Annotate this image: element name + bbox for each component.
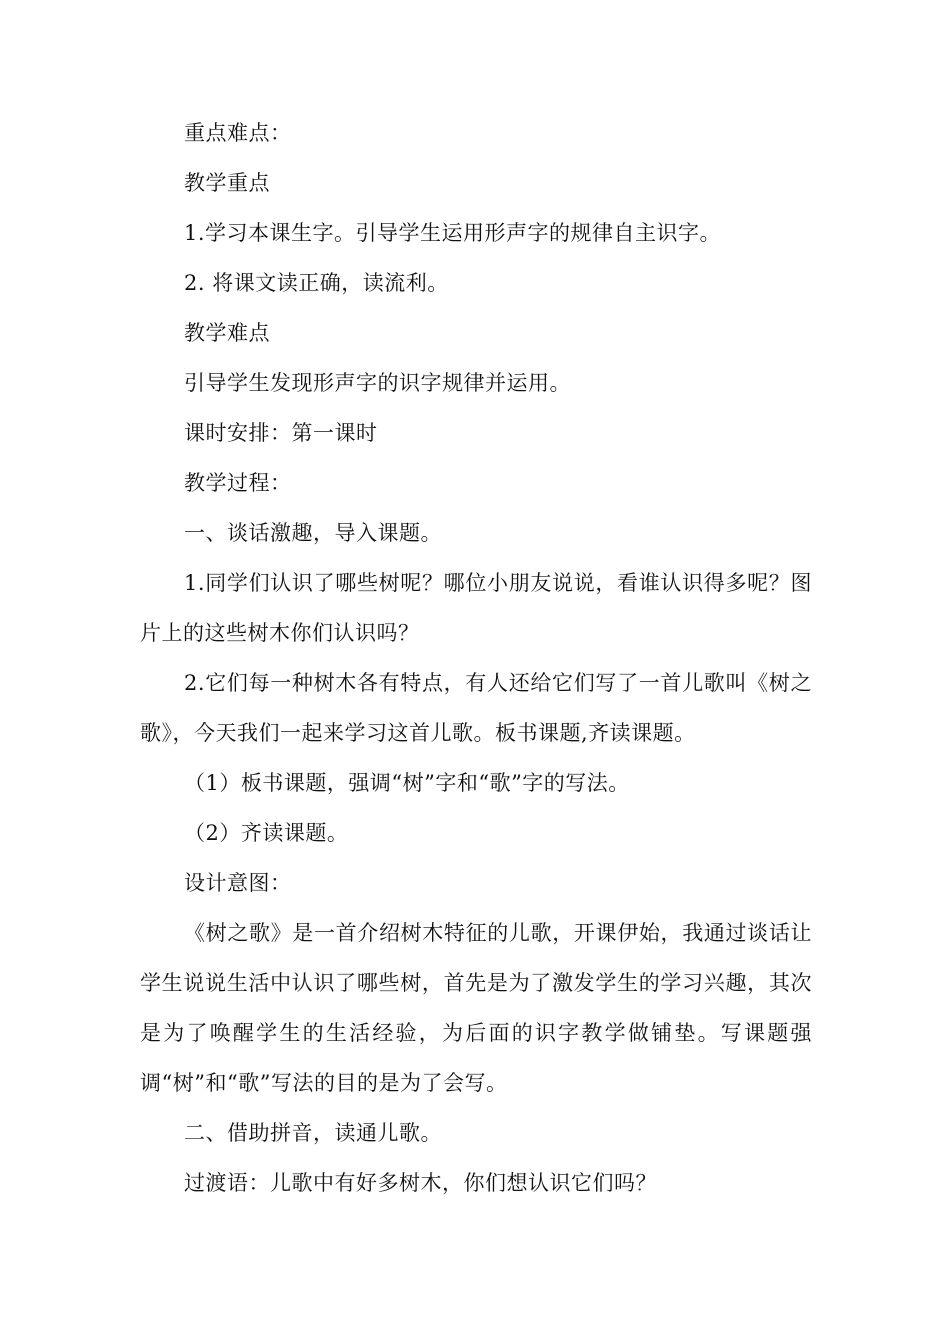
section-1-title: 一、谈话激趣，导入课题。 xyxy=(184,521,442,545)
design-intent-text: 《树之歌》是一首介绍树木特征的儿歌，开课伊始，我通过谈话让学生说说生活中认识了哪些树，首先是为了激发学生的学习兴趣，其次是为了唤醒学生的生活经验，为后面的识字教学做铺垫。写课题强调“树”和“歌”写法的目的是为了会写。 xyxy=(140,921,812,1095)
focus-item-1: 1.学习本课生字。引导学生运用形声字的规律自主识字。 xyxy=(184,221,722,245)
design-intent-label: 设计意图： xyxy=(184,871,292,895)
heading-key-points: 重点难点： xyxy=(184,121,292,145)
difficulty-text: 引导学生发现形声字的识字规律并运用。 xyxy=(184,371,571,395)
focus-item-2: 2. 将课文读正确，读流利。 xyxy=(184,271,449,295)
subheading-teaching-focus: 教学重点 xyxy=(184,171,270,195)
lesson-schedule: 课时安排：第一课时 xyxy=(184,421,378,445)
subheading-teaching-difficulty: 教学难点 xyxy=(184,321,270,345)
transition-text: 过渡语：儿歌中有好多树木，你们想认识它们吗？ xyxy=(184,1171,657,1195)
section-1-item-1: 1.同学们认识了哪些树呢？哪位小朋友说说，看谁认识得多呢？图片上的这些树木你们认识吗？ xyxy=(140,571,812,645)
section-2-title: 二、借助拼音，读通儿歌。 xyxy=(184,1121,442,1145)
section-1-subitem-1: （1）板书课题，强调“树”字和“歌”字的写法。 xyxy=(184,771,630,795)
section-1-subitem-2: （2）齐读课题。 xyxy=(184,821,349,845)
heading-teaching-process: 教学过程： xyxy=(184,471,292,495)
section-1-item-2: 2.它们每一种树木各有特点，有人还给它们写了一首儿歌叫《树之歌》，今天我们一起来学习这首儿歌。板书课题,齐读课题。 xyxy=(140,671,812,745)
